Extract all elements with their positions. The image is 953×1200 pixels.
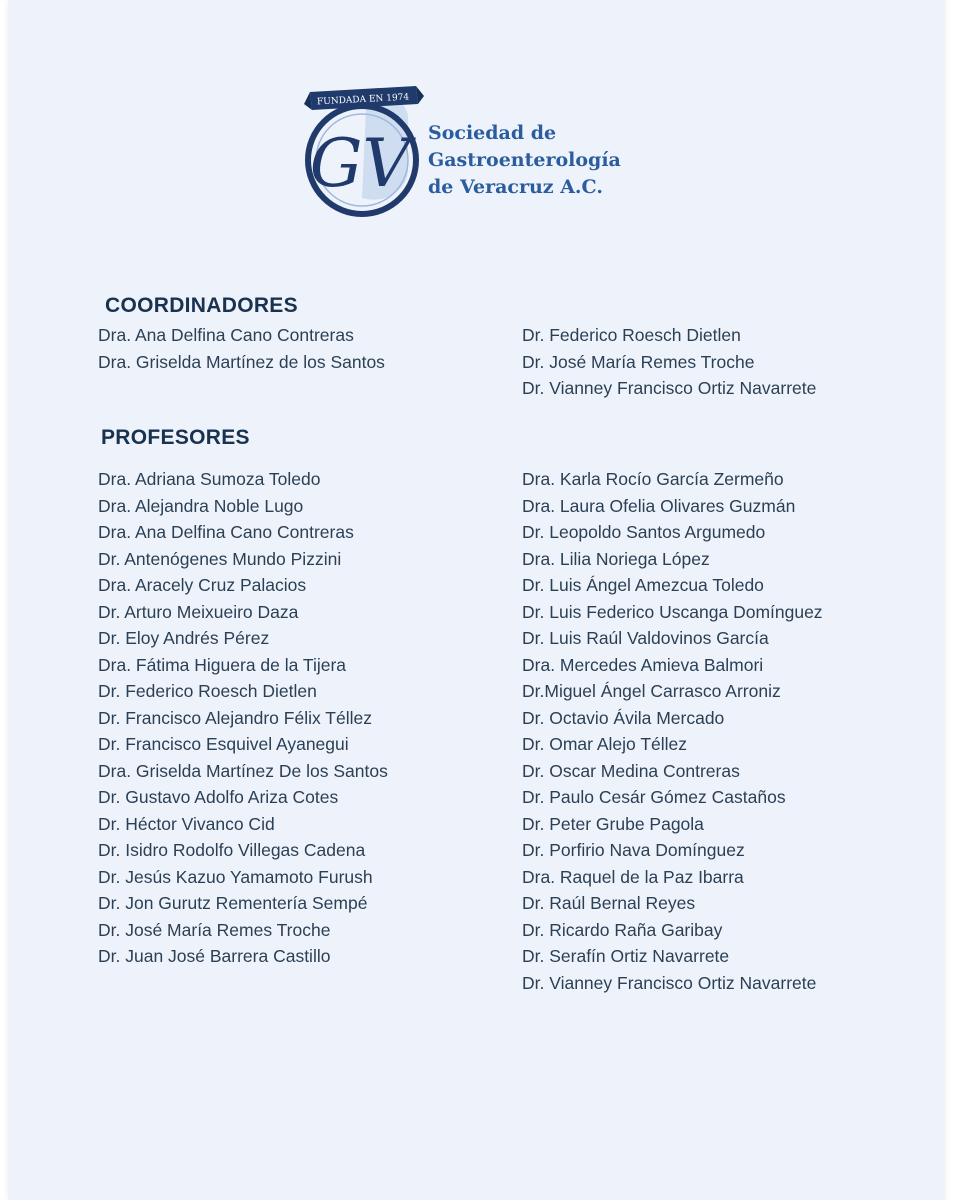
name-list-item: Dr. Peter Grube Pagola (522, 813, 704, 834)
name-list-item: Dr. Juan José Barrera Castillo (98, 946, 331, 966)
name-list-item: Dr. José María Remes Troche (98, 919, 331, 940)
name-list-item: Dra. Ana Delfina Cano Contreras (98, 522, 354, 542)
coordinadores-left-list (98, 322, 385, 375)
name-list-item: Dr. Antenógenes Mundo Pizzini (98, 548, 342, 569)
name-list-item: Dra. Griselda Martínez de los Santos (98, 351, 385, 372)
name-list-item: Dra. Griselda Martínez De los Santos (98, 760, 388, 781)
name-list-item: Dr. Federico Roesch Dietlen (98, 681, 317, 701)
name-list-item: Dr. Oscar Medina Contreras (522, 760, 740, 781)
society-name (428, 120, 621, 201)
name-list-item: Dra. Fátima Higuera de la Tijera (98, 654, 347, 675)
logo-banner-text: FUNDADA EN 1974 (316, 92, 410, 108)
logo-monogram: GV (309, 125, 411, 202)
name-list-item: Dra. Adriana Sumoza Toledo (98, 469, 321, 489)
name-list-item: Dra. Karla Rocío García Zermeño (522, 469, 784, 489)
name-list-item: Dr. Federico Roesch Dietlen (522, 325, 741, 345)
name-list-item: Dr.Miguel Ángel Carrasco Arroniz (522, 681, 781, 701)
profesores-right-list (522, 466, 823, 996)
name-list-item: Dr. Vianney Francisco Ortiz Navarrete (522, 378, 817, 398)
name-list-item: Dr. Vianney Francisco Ortiz Navarrete (522, 972, 817, 993)
name-list-item: Dr. Luis Ángel Amezcua Toledo (522, 575, 764, 595)
society-name-line-1: Sociedad de (428, 122, 557, 144)
name-list-item: Dr. Jon Gurutz Rementería Sempé (98, 893, 368, 913)
name-list-item: Dr. Porfirio Nava Domínguez (522, 840, 745, 860)
name-list-item: Dr. Octavio Ávila Mercado (522, 707, 725, 728)
name-list-item: Dr. Gustavo Adolfo Ariza Cotes (98, 787, 339, 807)
name-list-item: Dr. Eloy Andrés Pérez (98, 628, 270, 648)
name-list-item: Dr. Héctor Vivanco Cid (98, 813, 275, 834)
profesores-heading: PROFESORES (101, 426, 250, 449)
name-list-item: Dr. Luis Raúl Valdovinos García (522, 628, 769, 648)
name-list-item: Dra. Raquel de la Paz Ibarra (522, 866, 744, 887)
name-list-item: Dr. Omar Alejo Téllez (522, 734, 688, 754)
name-list-item: Dr. Francisco Alejandro Félix Téllez (98, 707, 372, 728)
coordinadores-heading: COORDINADORES (105, 294, 298, 317)
name-list-item: Dr. Isidro Rodolfo Villegas Cadena (98, 840, 366, 860)
name-list-item: Dra. Mercedes Amieva Balmori (522, 654, 764, 675)
name-list-item: Dr. Paulo Cesár Gómez Castaños (522, 787, 786, 807)
name-list-item: Dr. Luis Federico Uscanga Domínguez (522, 601, 823, 622)
name-list-item: Dr. Francisco Esquivel Ayanegui (98, 734, 349, 754)
document-page (8, 0, 945, 1200)
profesores-left-list (98, 466, 388, 970)
name-list-item: Dr. Ricardo Raña Garibay (522, 919, 723, 940)
society-name-line-2: Gastroenterología (428, 149, 621, 171)
name-list-item: Dra. Lilia Noriega López (522, 548, 710, 569)
society-name-line-3: de Veracruz A.C. (428, 176, 603, 198)
name-list-item: Dr. Raúl Bernal Reyes (522, 893, 696, 913)
name-list-item: Dr. Serafín Ortiz Navarrete (522, 946, 730, 966)
name-list-item: Dr. Jesús Kazuo Yamamoto Furush (98, 866, 373, 887)
name-list-item: Dra. Alejandra Noble Lugo (98, 495, 304, 516)
name-list-item: Dr. Arturo Meixueiro Daza (98, 601, 299, 622)
name-list-item: Dra. Aracely Cruz Palacios (98, 575, 307, 595)
name-list-item: Dr. Leopoldo Santos Argumedo (522, 522, 766, 542)
society-logo-emblem (304, 82, 424, 222)
name-list-item: Dra. Ana Delfina Cano Contreras (98, 325, 354, 345)
name-list-item: Dra. Laura Ofelia Olivares Guzmán (522, 495, 796, 516)
coordinadores-right-list (522, 322, 816, 402)
name-list-item: Dr. José María Remes Troche (522, 351, 755, 372)
